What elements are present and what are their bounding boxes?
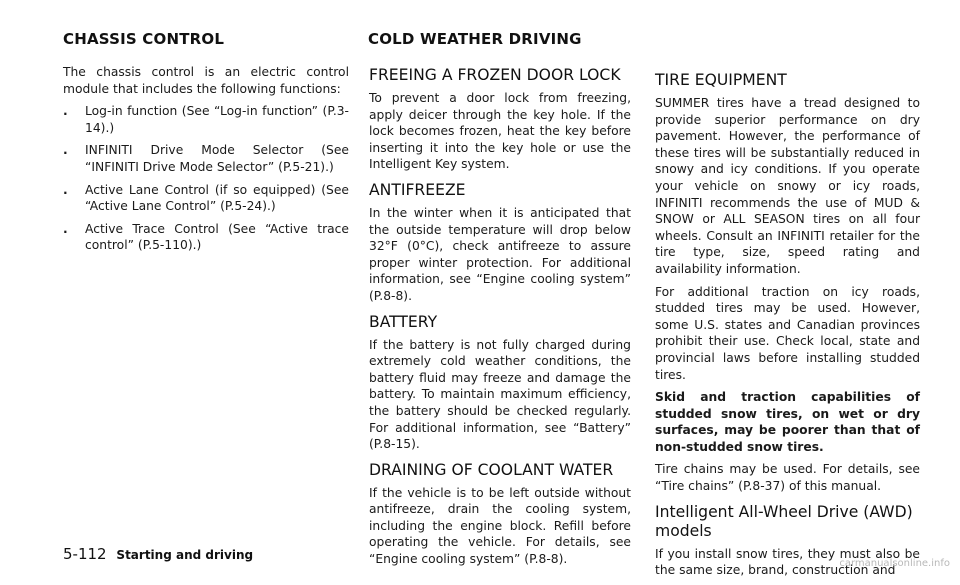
heading-tire-equipment: TIRE EQUIPMENT xyxy=(655,71,787,89)
bullet-icon: . xyxy=(63,104,68,119)
paragraph-summer-tires: SUMMER tires have a tread designed to provide superior performance on dry pavement. However, the performance of these tires will be substantially reduced in snowy and icy conditions. If you operate your vehicle on snowy or icy roads, INFINITI recommends the use of MUD & SNOW or ALL SEASON tires on all four wheels. Consult an INFINITI retailer for the tire type, size, speed rating and availability information. xyxy=(655,96,920,276)
heading-battery: BATTERY xyxy=(369,312,438,331)
heading-frozen-door-lock: FREEING A FROZEN DOOR LOCK xyxy=(369,66,621,84)
watermark: carmanualsonline.info xyxy=(839,558,950,569)
section-title-cold-weather-driving: COLD WEATHER DRIVING xyxy=(368,30,582,48)
paragraph-antifreeze: In the winter when it is anticipated that the outside temperature will drop below 32°F (0°C), check antifreeze to assure proper winter protection. For additional information, see “Engine cooling system” (P.8-8). xyxy=(369,205,631,303)
list-item xyxy=(63,142,349,175)
column-cold-weather xyxy=(369,66,631,574)
paragraph-battery: If the battery is not fully charged during extremely cold weather conditions, the battery fluid may freeze and damage the battery. To maintain maximum efficiency, the battery should be checked regularly. For additional information, see “Battery” (P.8-15). xyxy=(369,337,631,452)
paragraph-draining-coolant: If the vehicle is to be left outside without antifreeze, drain the cooling system, including the engine block. Refill before operating the vehicle. For details, see “Engine cooling system” (P.8-8). xyxy=(369,485,631,567)
page-number: 5-112 xyxy=(63,545,107,563)
bullet-icon: . xyxy=(63,221,68,236)
list-item xyxy=(63,182,349,215)
list-item xyxy=(63,103,349,136)
heading-awd-models: Intelligent All-Wheel Drive (AWD) models xyxy=(655,502,913,540)
column-tire-equipment xyxy=(655,71,920,585)
list-item-text: Active Lane Control (if so equipped) (See “Active Lane Control” (P.5-24).) xyxy=(85,182,349,214)
paragraph-tire-chains: Tire chains may be used. For details, see “Tire chains” (P.8-37) of this manual. xyxy=(655,462,920,494)
paragraph-awd: If you install snow tires, they must also be the same size, brand, construction and xyxy=(655,546,920,578)
paragraph-studded-warning: Skid and traction capabilities of studded snow tires, on wet or dry surfaces, may be poorer than that of non-studded snow tires. xyxy=(655,390,920,454)
footer-section-label: Starting and driving xyxy=(116,548,254,562)
bullet-icon: . xyxy=(63,143,68,158)
heading-draining-coolant: DRAINING OF COOLANT WATER xyxy=(369,460,614,479)
paragraph-studded-tires: For additional traction on icy roads, studded tires may be used. However, some U.S. states and Canadian provinces prohibit their use. Check local, state and provincial laws before installing studded tires. xyxy=(655,284,920,382)
list-item xyxy=(63,221,349,254)
list-item-text: Log-in function (See “Log-in function” (P.3-14).) xyxy=(85,104,349,135)
paragraph-frozen-door-lock: To prevent a door lock from freezing, apply deicer through the key hole. If the lock becomes frozen, heat the key before inserting it into the key hole or use the Intelligent Key system. xyxy=(369,91,631,172)
bullet-icon: . xyxy=(63,182,68,197)
column-chassis-control xyxy=(63,64,349,260)
list-item-text: INFINITI Drive Mode Selector (See “INFINITI Drive Mode Selector” (P.5-21).) xyxy=(85,143,349,174)
chassis-function-list xyxy=(63,103,349,254)
heading-antifreeze: ANTIFREEZE xyxy=(369,180,466,199)
page-footer xyxy=(63,545,253,563)
list-item-text: Active Trace Control (See “Active trace control” (P.5-110).) xyxy=(85,221,349,253)
section-title-chassis-control: CHASSIS CONTROL xyxy=(63,30,225,48)
chassis-intro: The chassis control is an electric control module that includes the following functions: xyxy=(63,65,349,96)
